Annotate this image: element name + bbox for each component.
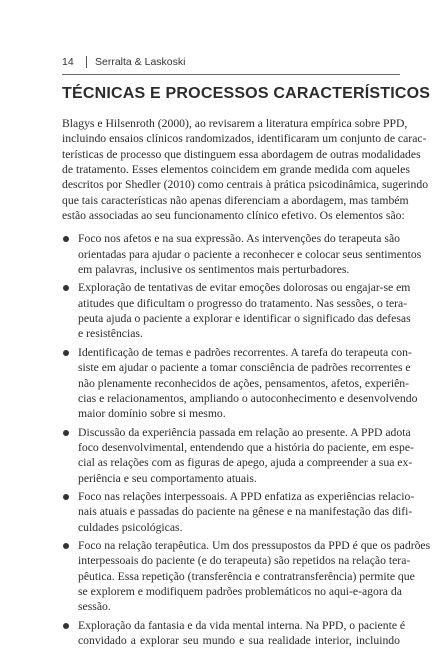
header-separator <box>86 56 87 68</box>
body-text <box>62 116 431 651</box>
text-line: Exploração de tentativas de evitar emoções dolorosas ou engajar-se em <box>78 281 411 295</box>
text-line: Foco na relação terapêutica. Um dos pressupostos da PPD é que os padrões <box>78 538 431 552</box>
text-line: peuta ajuda o paciente a explorar e identificar o significado das defesas <box>78 312 411 326</box>
text-line: que tais características não apenas diferenciam a abordagem, mas também <box>62 193 409 207</box>
intro-paragraph <box>62 116 429 223</box>
text-line: estão associadas ao seu funcionamento clínico efetivo. Os elementos são: <box>62 209 405 223</box>
text-line: Blagys e Hilsenroth (2000), ao revisarem a literatura empírica sobre PPD, <box>62 117 408 130</box>
text-line: não plenamente reconhecidos de ações, pensamentos, afetos, experiên- <box>78 376 410 390</box>
header-rule <box>62 74 400 75</box>
running-head-authors: Serralta & Laskoski <box>95 56 186 68</box>
text-line: pêutica. Essa repetição (transferência e contratransferência) permite que <box>78 569 415 583</box>
text-line: maior domínio sobre si mesmo. <box>78 407 226 421</box>
text-line: culdades psicológicas. <box>78 520 183 534</box>
text-line: cial as relações com as figuras de apego, ajuda a compreender a sua ex- <box>78 456 413 470</box>
text-line: atitudes que dificultam o progresso do tratamento. Nas sessões, o tera- <box>78 296 408 310</box>
text-line: convidado a explorar seu mundo e sua realidade interior, incluindo <box>78 634 400 647</box>
text-line: Discussão da experiência passada em relação ao presente. A PPD adota <box>78 425 411 439</box>
text-line: terísticas de processo que distinguem essa abordagem de outras modalidades <box>62 147 421 161</box>
text-line: sessão. <box>78 600 111 614</box>
list-item <box>62 280 411 341</box>
text-line: e resistências. <box>78 327 143 341</box>
list-item <box>62 425 414 486</box>
text-line: descritos por Shedler (2010) como centrais à prática psicodinâmica, sugerindo <box>62 178 429 192</box>
list-item <box>62 489 415 535</box>
text-line: se explorem e modifiquem padrões problemáticos no aqui-e-agora da <box>78 584 402 598</box>
text-line: orientadas para ajudar o paciente a reconhecer e colocar seus sentimentos <box>78 247 422 261</box>
running-head <box>62 56 185 68</box>
list-item <box>62 231 422 277</box>
text-line: cias e relacionamentos, ampliando o autoconhecimento e desenvolvendo <box>78 391 418 405</box>
text-line: de tratamento. Esses elementos coincidem em grande medida com aqueles <box>62 163 410 177</box>
text-line: incluindo ensaios clínicos randomizados, identificaram um conjunto de carac- <box>62 132 427 146</box>
list-item <box>62 538 431 615</box>
page-number: 14 <box>62 56 74 68</box>
section-title: TÉCNICAS E PROCESSOS CARACTERÍSTICOS <box>62 85 431 102</box>
text-line: Foco nas relações interpessoais. A PPD enfatiza as experiências relacio- <box>78 489 415 503</box>
list-item <box>62 618 406 649</box>
list-item <box>62 345 418 422</box>
text-line: Identificação de temas e padrões recorrentes. A tarefa do terapeuta con- <box>78 345 412 359</box>
text-line: nais atuais e passadas do paciente na gênese e na manifestação das difi- <box>78 505 413 519</box>
text-line: siste em ajudar o paciente a tomar consciência de padrões recorrentes e <box>78 361 411 375</box>
text-line: em palavras, inclusive os sentimentos mais perturbadores. <box>78 263 350 277</box>
text-line: foco desenvolvimental, entendendo que a história do paciente, em espe- <box>78 440 414 454</box>
text-line: Foco nos afetos e na sua expressão. As intervenções do terapeuta são <box>78 232 400 246</box>
elements-list <box>62 231 431 648</box>
text-line: interpessoais do paciente (e do terapeuta) são repetidos na relação tera- <box>78 554 411 568</box>
text-line: Exploração da fantasia e da vida mental interna. Na PPD, o paciente é <box>78 618 406 632</box>
text-line: periência e seu comportamento atuais. <box>78 471 257 485</box>
